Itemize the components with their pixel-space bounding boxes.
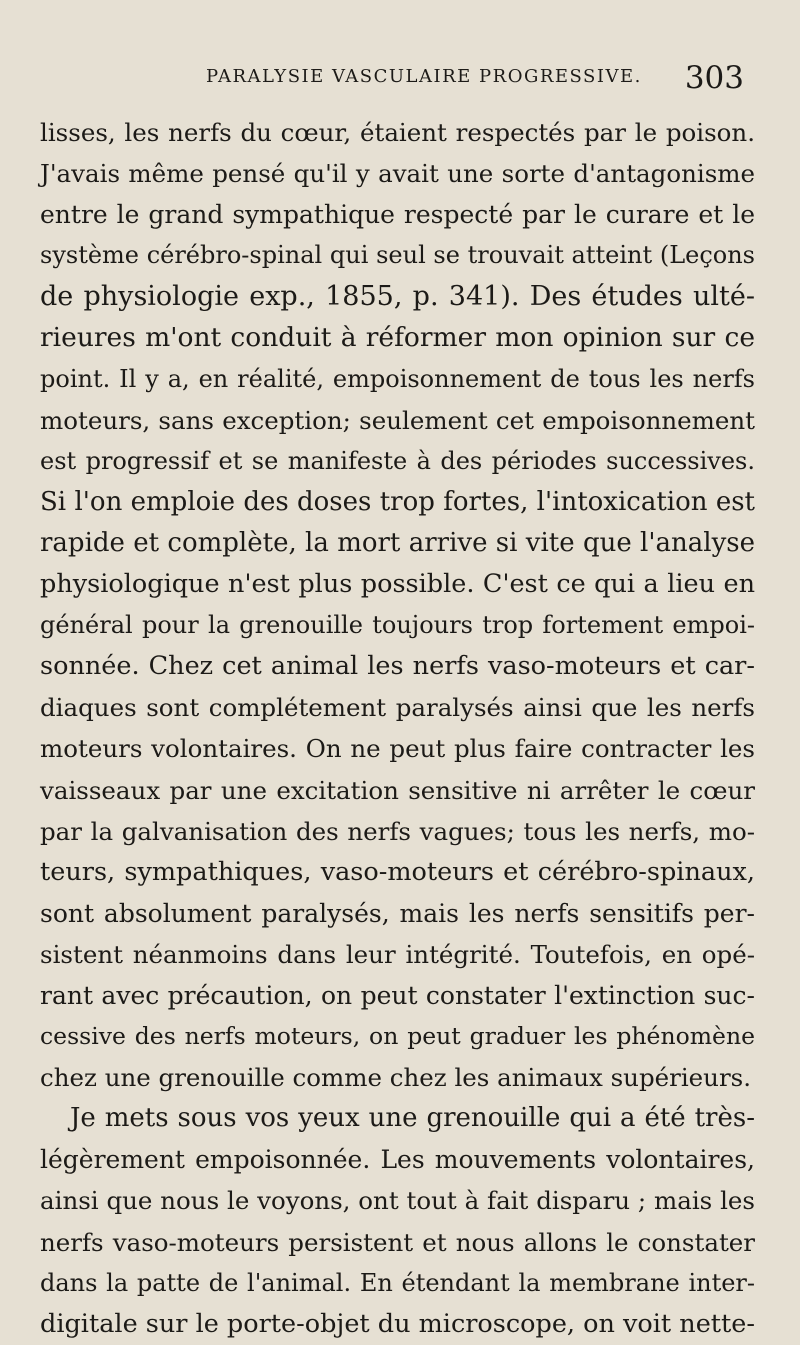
text-line: sonnée. Chez cet animal les nerfs vaso-moteurs et car- bbox=[40, 651, 755, 682]
running-title: PARALYSIE VASCULAIRE PROGRESSIVE. bbox=[206, 66, 642, 87]
text-line: nerfs vaso-moteurs persistent et nous allons le constater bbox=[40, 1227, 755, 1257]
text-line: vaisseaux par une excitation sensitive ni arrêter le cœur bbox=[40, 775, 755, 805]
text-line: par la galvanisation des nerfs vagues; tous les nerfs, mo- bbox=[40, 816, 755, 846]
text-line: J'avais même pensé qu'il y avait une sorte d'antagonisme bbox=[40, 159, 755, 189]
text-line: général pour la grenouille toujours trop fortement empoi- bbox=[40, 611, 755, 640]
text-line: rapide et complète, la mort arrive si vite que l'analyse bbox=[40, 527, 755, 558]
text-line: moteurs, sans exception; seulement cet empoisonnement bbox=[40, 405, 755, 435]
text-line: ainsi que nous le voyons, ont tout à fait disparu ; mais les bbox=[40, 1186, 755, 1216]
text-line: point. Il y a, en réalité, empoisonnement de tous les nerfs bbox=[40, 364, 755, 393]
body-text bbox=[40, 112, 755, 1345]
text-line: digitale sur le porte-objet du microscope, on voit nette- bbox=[40, 1308, 755, 1339]
text-line: moteurs volontaires. On ne peut plus faire contracter les bbox=[40, 734, 755, 764]
text-line: système cérébro-spinal qui seul se trouvait atteint (Leçons bbox=[40, 241, 755, 270]
text-line: cessive des nerfs moteurs, on peut graduer les phénomène bbox=[40, 1022, 755, 1051]
text-line: entre le grand sympathique respecté par le curare et le bbox=[40, 200, 755, 230]
text-line: rant avec précaution, on peut constater l'extinction suc- bbox=[40, 980, 755, 1010]
page-number: 303 bbox=[684, 60, 744, 96]
text-line: Je mets sous vos yeux une grenouille qui a été très- bbox=[70, 1103, 755, 1134]
text-line: dans la patte de l'animal. En étendant la membrane inter- bbox=[40, 1268, 755, 1297]
text-line: sistent néanmoins dans leur intégrité. Toutefois, en opé- bbox=[40, 939, 755, 969]
text-line: est progressif et se manifeste à des périodes successives. bbox=[40, 446, 755, 475]
text-line: diaques sont complétement paralysés ainsi que les nerfs bbox=[40, 693, 755, 723]
text-line: chez une grenouille comme chez les animaux supérieurs. bbox=[40, 1063, 752, 1093]
text-line: Si l'on emploie des doses trop fortes, l'intoxication est bbox=[40, 486, 755, 517]
text-line: lisses, les nerfs du cœur, étaient respectés par le poison. bbox=[40, 118, 755, 147]
text-line: physiologique n'est plus possible. C'est ce qui a lieu en bbox=[40, 569, 755, 600]
text-line: de physiologie exp., 1855, p. 341). Des études ulté- bbox=[40, 281, 755, 313]
text-line: légèrement empoisonnée. Les mouvements volontaires, bbox=[40, 1145, 755, 1175]
text-line: sont absolument paralysés, mais les nerfs sensitifs per- bbox=[40, 898, 755, 928]
page-header bbox=[40, 60, 760, 100]
text-line: rieures m'ont conduit à réformer mon opinion sur ce bbox=[40, 322, 755, 354]
text-line: teurs, sympathiques, vaso-moteurs et cérébro-spinaux, bbox=[40, 856, 755, 887]
